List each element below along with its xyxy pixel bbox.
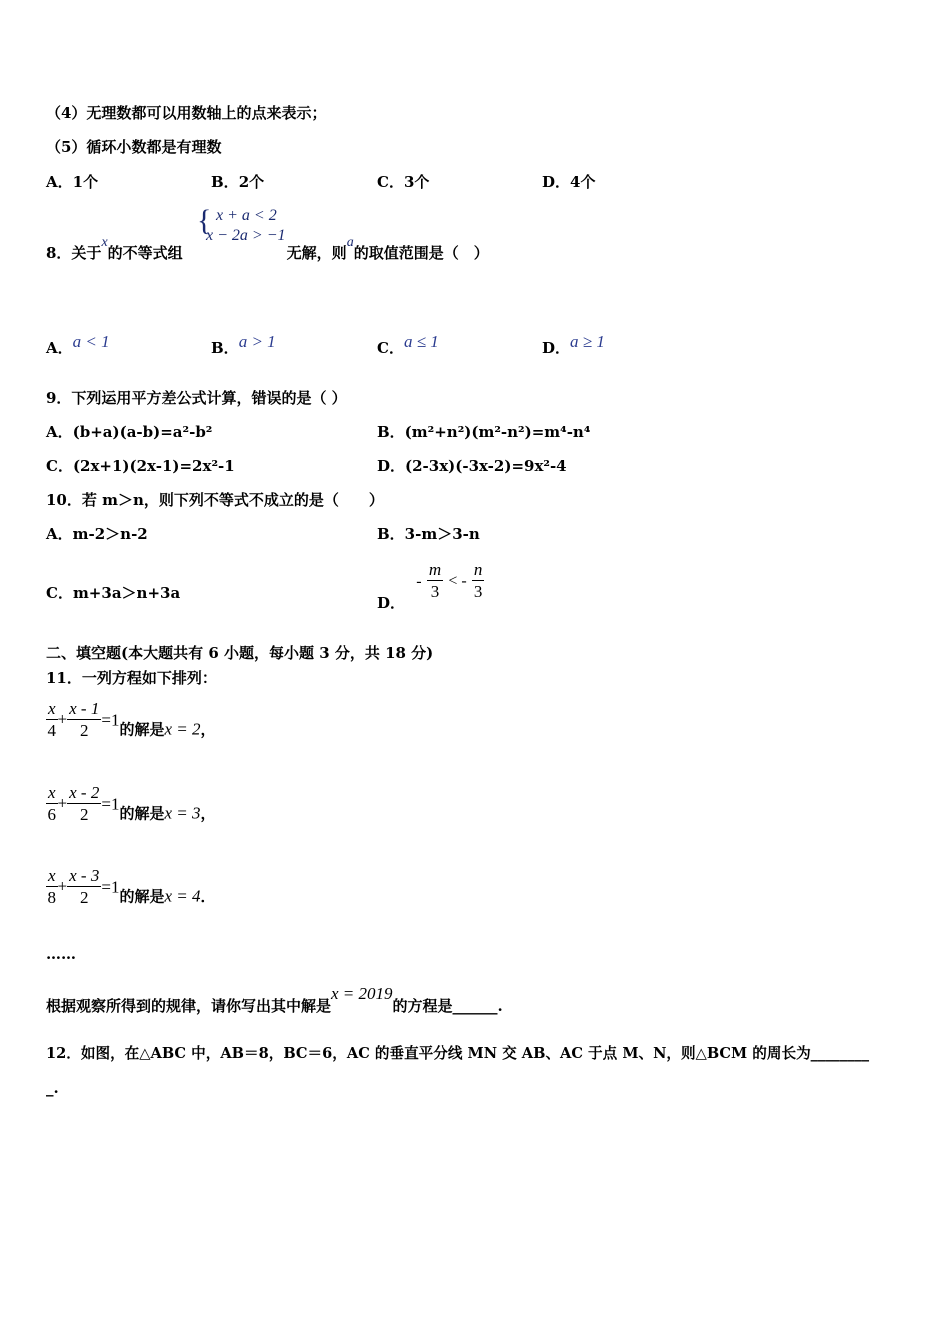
q9-option-b: B．(m²+n²)(m²-n²)=m⁴-n⁴ bbox=[377, 423, 591, 441]
q10-option-d: D． - $\frac{m}{3}$ < - $\frac{n}{3}$ bbox=[377, 560, 483, 612]
q7-option-a: A．1个 bbox=[46, 173, 99, 191]
q11-stem: 11．一列方程如下排列： bbox=[46, 669, 217, 687]
q7-option-c: C．3个 bbox=[377, 173, 430, 191]
q8-stem: 8．关于x的不等式组 无解，则a的取值范围是（ ） bbox=[46, 235, 489, 262]
q11-equation-1: $\frac{x}{4}$ + $\frac{x - 1}{2}$ =1的解是x = 2， bbox=[47, 699, 216, 740]
q8-inequality-2: x − 2a > −1 bbox=[206, 227, 286, 244]
q10-option-a: A．m-2＞n-2 bbox=[46, 525, 148, 543]
q8-option-d: D．a ≥ 1 bbox=[542, 332, 605, 357]
q9-stem: 9．下列运用平方差公式计算，错误的是（ ） bbox=[46, 389, 347, 407]
q7-option-d: D．4个 bbox=[542, 173, 596, 191]
q8-option-a: A．a < 1 bbox=[46, 332, 110, 357]
q11-final: 根据观察所得到的规律，请你写出其中解是x = 2019的方程是______. bbox=[46, 984, 503, 1015]
q8-inequality-1: x + a < 2 bbox=[216, 207, 277, 224]
statement-5: （5）循环小数都是有理数 bbox=[46, 138, 222, 156]
q9-option-a: A．(b+a)(a-b)=a²-b² bbox=[46, 423, 213, 441]
q11-equation-3: $\frac{x}{8}$ + $\frac{x - 3}{2}$ =1的解是x = 4． bbox=[47, 866, 216, 907]
q10-stem: 10．若 m＞n，则下列不等式不成立的是（ ） bbox=[46, 491, 384, 509]
q10-option-c: C．m+3a＞n+3a bbox=[46, 584, 181, 602]
q8-system-brace: { bbox=[197, 204, 212, 237]
q9-option-c: C．(2x+1)(2x-1)=2x²-1 bbox=[46, 457, 235, 475]
statement-4: （4）无理数都可以用数轴上的点来表示； bbox=[46, 104, 327, 122]
q9-option-d: D．(2-3x)(-3x-2)=9x²-4 bbox=[377, 457, 567, 475]
q8-option-b: B．a > 1 bbox=[211, 332, 276, 357]
q12-stem: 12．如图，在△ABC 中，AB＝8，BC＝6，AC 的垂直平分线 MN 交 AB、AC 于点 M、N，则△BCM 的周长为________ bbox=[46, 1045, 870, 1062]
q11-equation-2: $\frac{x}{6}$ + $\frac{x - 2}{2}$ =1的解是x = 3， bbox=[47, 783, 216, 824]
q7-option-b: B．2个 bbox=[211, 173, 265, 191]
q11-ellipsis: …… bbox=[46, 945, 76, 963]
q8-option-c: C．a ≤ 1 bbox=[377, 332, 439, 357]
section-2-title: 二、填空题(本大题共有 6 小题，每小题 3 分，共 18 分) bbox=[46, 644, 434, 662]
q10-option-b: B．3-m＞3-n bbox=[377, 525, 480, 543]
q12-blank-tail: _. bbox=[46, 1079, 59, 1097]
